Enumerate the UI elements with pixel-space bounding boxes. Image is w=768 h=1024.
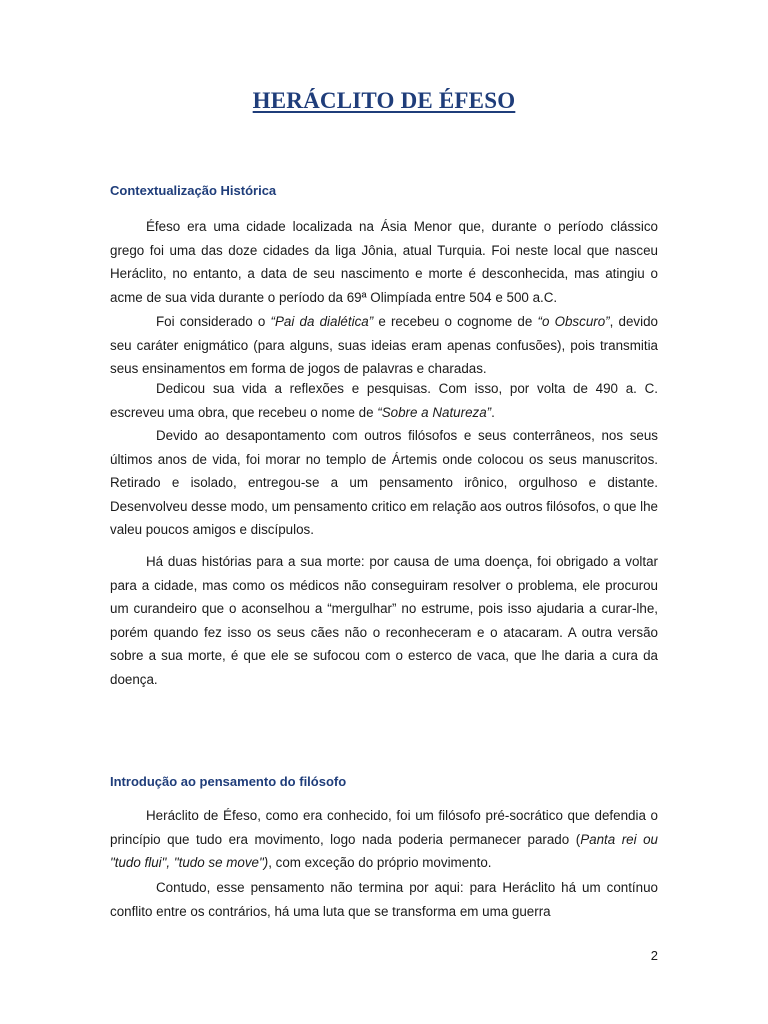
paragraph-efeso: Éfeso era uma cidade localizada na Ásia Menor que, durante o período clássico grego foi uma das doze cidades da liga Jônia, atual Turquia. Foi neste local que nasceu Heráclito, no entanto, a data de seu nascimento e morte é desconhecida, mas atingiu o acme de sua vida durante o período da 69ª Olimpíada entre 504 e 500 a.C. bbox=[110, 219, 658, 305]
page-number: 2 bbox=[650, 948, 658, 963]
paragraph-morte: Há duas histórias para a sua morte: por causa de uma doença, foi obrigado a voltar para a cidade, mas como os médicos não conseguiram resolver o problema, ele procurou um curandeiro que o aconselhou a “mergulhar” no estrume, pois isso ajudaria a curar-lhe, porém quando fez isso os seus cães não o reconheceram e o atacaram. A outra versão sobre a sua morte, é que ele se sufocou com o esterco de vaca, que lhe daria a cura da doença. bbox=[110, 554, 658, 687]
paragraph-conflito-contrarios: Contudo, esse pensamento não termina por aqui: para Heráclito há um contínuo conflito entre os contrários, há uma luta que se transforma em uma guerra bbox=[110, 880, 658, 919]
section-heading-introducao: Introdução ao pensamento do filósofo bbox=[110, 774, 347, 789]
document-title: HERÁCLITO DE ÉFESO bbox=[252, 88, 516, 113]
paragraph-pai-dialetica: Foi considerado o “Pai da dialética” e recebeu o cognome de “o Obscuro”, devido seu caráter enigmático (para alguns, suas ideias eram apenas confusões), pois transmitia seus ensinamentos em forma de jogos de palavras e charadas. bbox=[110, 314, 658, 377]
paragraph-sobre-natureza: Dedicou sua vida a reflexões e pesquisas. Com isso, por volta de 490 a. C. escreveu uma obra, que recebeu o nome de “Sobre a Natureza”. bbox=[110, 381, 658, 420]
paragraph-desapontamento: Devido ao desapontamento com outros filósofos e seus conterrâneos, nos seus últimos anos de vida, foi morar no templo de Ártemis onde colocou os seus manuscritos. Retirado e isolado, entregou-se a um pensamento irônico, orgulhoso e distante. Desenvolveu desse modo, um pensamento critico em relação aos outros filósofos, o que lhe valeu poucos amigos e discípulos. bbox=[110, 428, 658, 538]
section-heading-contextualizacao: Contextualização Histórica bbox=[110, 183, 277, 198]
paragraph-panta-rei: Heráclito de Éfeso, como era conhecido, foi um filósofo pré-socrático que defendia o princípio que tudo era movimento, logo nada poderia permanecer parado (Panta rei ou "tudo flui", "tudo se move"), com exceção do próprio movimento. bbox=[110, 808, 658, 871]
